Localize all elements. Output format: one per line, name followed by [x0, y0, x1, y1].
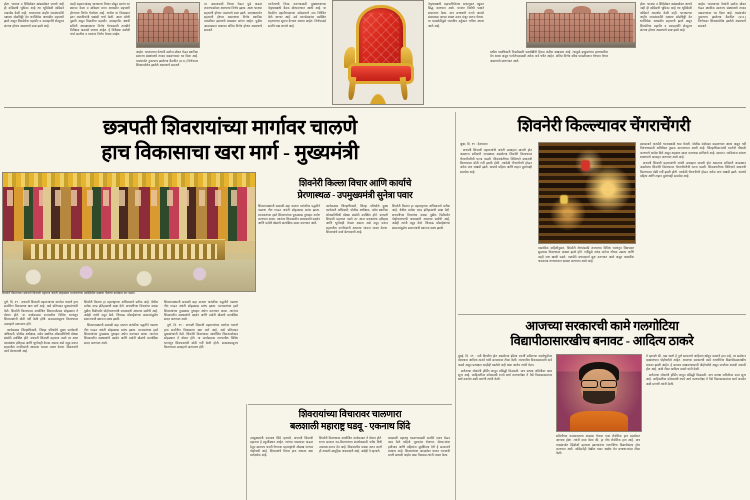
thackeray-headline-line-1: आजच्या सरकारची कामे गलगोटिया [525, 319, 679, 333]
lead-subheadline-line-1: शिवनेरी किल्ला विचार आणि कार्याचे [298, 178, 412, 188]
top-strip-divider-rule [4, 107, 746, 108]
lead-right-vertical-rule [455, 112, 456, 500]
top-strip-text-8: होता. भाजपा व शिंदेंसोबत खांद्यासोबत जायचे नाही ही काँग्रेसची भूमिका आहे त्या भूमिकेशी काँग्रेसने ताडजोड केली नाही. भाजपाच्या जाहीर जनसंपर्कांनी पक्षाला सोडचिठ्ठी देत धनंजिवेक आघाडीत सहभागी झाले असून शिवसेनेचा महापौर व उपमहापौरे शेवटुलर छंटाचा होणार असल्याचे स्पष्ट झाले आहे. [640, 2, 692, 33]
top-strip-text-4: ता. समाजवादी विचार घेऊन पुढे पाऊल टाकण्यासोबत आल्याचा निर्णय झाला. आता भाजपा सहभागी होणार नसल्याचे स्पष्ट झाले. सत्तास्थापनेत सहभागी होणार असल्याचा निर्णय स्थानिक पातळीवर झाल्याचे खासदार सांगत आहेत. पुढील आठवड्यात याबाबत अंतिम निर्णय होणार असल्याचे समजते. [204, 2, 262, 33]
shivneri-body-column-2: वास्तविक माहितीनुसार, शिवनेरी लेण्यांसाठी राज्याच्या विविध भागांतून शिवभक्त सुमारास किल्ल्यावर दाखल झाले होते. गर्दीमुळे अरुंद वाटेवर गोंधळ उडाला आणि काही जण खाली पडले. तातडीने बचावकार्य सुरू करण्यात आले असून जखमींना जवळच्या रुग्णालयात दाखल करण्यात आले आहे. [538, 246, 634, 264]
heritage-building-photo-top [136, 2, 200, 48]
shinde-left-rule [246, 404, 247, 500]
top-strip-column-1 [4, 2, 64, 102]
ceremony-photo-caption: शिवनेरी किल्ल्यावर छत्रपती शिवाजी महाराज जयंती सोहळ्यात मान्यवरांच्या उपस्थितीत पाळणा गीताचा कार्यक्रम पार पडला. [2, 291, 136, 295]
top-strip-text-2: काही सहकाऱ्यांसह भाजपाचा विचार सोडून स्वतंत्र गट स्थापन केला व सविस्तर प्रगत आघाडीत सहभागी होण्याचा निर्णय घेतलेला आहे. गावील या विकासात इतर राजकीयांनी पक्षांशी चर्चा केली. आता कोणी पुढली असून मिळवीचा महापौर, उपमहापौर, स्थायी समिती अध्यक्षपदाचा निर्णय घेण्यासाठी तातडीने निरीक्षक पाठवले जाणार आहेत. हे निरीक्षक सर्वांशी चर्चा करतील व त्यानंतर निर्णय घेतला जाईल. [70, 2, 130, 37]
top-strip-column-2 [70, 2, 130, 102]
shinde-headline-line-2: बलशाली महाराष्ट्र घडवू - एकनाथ शिंदे [289, 422, 411, 432]
shinde-body-column-2: शिवनेरी किल्ल्यावर आयोजित कार्यक्रमात ते बोलत होते. राज्य सरकार गड-किल्ल्यांच्या संवर्धनासाठी भरीव निधी उपलब्ध करून देत आहे. शिवकालीन वारसा जतन करणे ही आपली सामूहिक जबाबदारी आहे, असेही ते म्हणाले. [319, 436, 382, 454]
top-strip-text-3: जाईल. भाजपाच्या नेत्यांनी सर्वांना सोबत घेऊन स्थानिक स्वराज्य संस्थांमध्ये ताकद वाढवण्यावर भर दिला आहे. यासंदर्भात नुकत्याच झालेल्या बैठकीत (प्र.प.) निर्णयावर शिक्कामोर्तब झालेले असल्याचे समजते. [136, 50, 198, 68]
top-strip-text-9: जाईल. भाजपाच्या नेत्यांनी सर्वांना सोबत घेऊन स्थानिक स्वराज्य संस्थांमध्ये ताकद वाढवण्यावर भर दिला आहे. यासंदर्भात नुकत्याच झालेल्या बैठकीत (प्र.प.) निर्णयावर शिक्कामोर्तब झालेले असल्याचे समजते. [698, 2, 746, 28]
heritage-building-photo-right [526, 2, 636, 48]
royal-throne-photo [332, 0, 424, 105]
aditya-thackeray-portrait-photo [556, 354, 642, 432]
ceremony-photo [2, 172, 256, 292]
top-continuation-strip [0, 0, 750, 105]
top-strip-text-5: गटनेत्याची निवड करण्यासाठी मुख्यालयाच्या नेतृत्वाखाली बैठक बोलावण्यात आली आहे. या बैठकीत महापौरपदाच्या उमेदवाराचे नाव निश्चित केले जाणार आहे. सर्व नगरसेवकांना उपस्थित राहण्याच्या सूचना देण्यात आल्या आहेत. निर्णयाकडे सर्वांचे लक्ष लागले आहे. [268, 2, 326, 28]
lead-body-column-3: शिवजन्मस्थानी सकाळी सहा वाजता पारंपरिक पद्धतीने पाळणा गीत गाऊन जयंती सोहळ्यास प्रारंभ झाला. मान्यवरांच्या हस्ते शिवरायांच्या पुतळ्यास पुष्पहार अर्पण करण्यात आला. त्यानंतर शिवकालीन शस्त्रास्त्रांचे प्रदर्शन आणि मर्दानी खेळांचे प्रात्यक्षिक सादर करण्यात आले. पुणे, दि. १९ : छत्रपती शिवाजी महाराजांच्या मार्गावर चालणे हाच सर्वांगीण विकासाचा खरा मार्ग आहे, असे प्रतिपादन मुख्यमंत्र्यांनी केले. शिवनेरी किल्ल्यावर आयोजित शिवजन्मोत्सव सोहळ्यात ते बोलत होते. या कार्यक्रमास राज्यातील विविध भागांतून शिवभक्तांनी मोठी गर्दी केली होती. सकाळपासूनच किल्ल्यावर उत्साहाचे वातावरण होते. [164, 300, 238, 350]
thackeray-story-top-rule [458, 314, 746, 315]
shivneri-body-column-3: प्रशासनाने तातडीने घटनास्थळी धाव घेतली. पोलीस बंदोबस्त वाढवण्यात आला असून गर्दी नियंत्रणासाठी अतिरिक्त कुमक मागवण्यात आली आहे. जिल्हाधिकाऱ्यांनी घटनेची चौकशी करण्याचे आदेश दिले असून अहवाल सादर करण्यास सांगितले आहे. दरम्यान, भाविकांना शांतता राखण्याचे आवाहन करण्यात आले आहे. छत्रपती शिवाजी महाराजांची जयंती उत्साहात साजरी होत असताना शनिवारी जन्मस्थान असलेल्या शिवनेरी किल्ल्यावर चेंगराचेंगरीची घटना घडली. शिवजयंतीच्या निमित्ताने मध्यरात्री किल्ल्यावर मोठी गर्दी झाली होती. त्यावेळी चेंगराचेंगरी होऊन अनेक जण जखमी झाले. यामध्ये महिला आणि लहान मुलांचाही समावेश आहे. [640, 142, 746, 178]
top-strip-column-4 [204, 2, 262, 102]
top-strip-column-3 [136, 50, 198, 102]
shinde-headline-line-1: शिवरायांच्या विचारावर चालणारा [298, 410, 402, 420]
lead-subhead-column-c: शिवनेरी किल्ला हा महाराष्ट्राच्या अभिमानाचे प्रतीक आहे. येथील प्रत्येक दगड इतिहासाची साक्ष देतो. छत्रपतींच्या विचारांचा वारसा पुढील पिढीपर्यंत पोहोचवण्याची जबाबदारी आपल्या सर्वांची आहे, असेही त्यांनी नमूद केले. जिजाऊ माँसाहेबांच्या संस्कारांमुळेच स्वराज्याची स्थापना शक्य झाली. [392, 204, 450, 230]
lead-body-column-1: पुणे, दि. १९ : छत्रपती शिवाजी महाराजांच्या मार्गावर चालणे हाच सर्वांगीण विकासाचा खरा मार्ग आहे, असे प्रतिपादन मुख्यमंत्र्यांनी केले. शिवनेरी किल्ल्यावर आयोजित शिवजन्मोत्सव सोहळ्यात ते बोलत होते. या कार्यक्रमास राज्यातील विविध भागांतून शिवभक्तांनी मोठी गर्दी केली होती. सकाळपासूनच किल्ल्यावर उत्साहाचे वातावरण होते. कार्यक्रमास जिल्हाधिकारी, जिल्हा परिषदेचे मुख्य कार्यकारी अधिकारी, पोलीस अधीक्षक, तसेच स्थानिक लोकप्रतिनिधी मोठ्या संख्येने उपस्थित होते. छत्रपती शिवाजी महाराज नसते तर आज मराठ्यांचा इतिहास आणि भूगोलही वेगळा असता असे नमूद करून शहरातील नागरिकांनी आपल्या भावना व्यक्त केल्या. शिवरायांचे कार्य प्रेरणादायी आहे. [4, 300, 78, 354]
top-strip-text-7: मधील पदाधिकारी निवडीसाठी पक्षश्रेष्ठींनी हिरवा कंदील दाखवला आहे. त्यामुळे इच्छुकांच्या हालचालींना वेग आला असून गटनेतेपदासाठी अनेक नावे चर्चेत आहेत. अंतिम निर्णय वरिष्ठ पातळीवरून घेण्यात येणार असल्याचे सांगण्यात आले. [490, 50, 608, 63]
thackeray-body-column-3: ते म्हणाले की, बढा जातो हे पूर्ण सरकारचे जाहिरात खोटून कामाचे हात नव्हे, तर समोरून दाखवण्यात पोहोचलेले आहेत. आजच्या सरकारची कामे गलगोटिया विद्यापीठासारखीच बनावट झाली आहेत. हे सरकार दाखवण्यासाठी पोहोचलेले असून जनतेला आठवी नाकारी होत आहे, अशी टीका आदित्य ठाकरे यांनी केली. सत्तेतल्या लोकांनी होर्डिंग लावून प्रसिद्धी मिळवली. मात्र प्रत्यक्ष जमिनीवर काम शून्य आहे. जाहिरातींवर कोट्यवधी रुपये खर्च करण्यापेक्षा ते पैसे विकासकामांवर खर्च करावेत अशी मागणी त्यांनी केली. [646, 354, 746, 386]
thackeray-headline-line-2: विद्यापीठासारखीच बनावट - आदित्य ठाकरे [510, 334, 694, 348]
top-strip-text-1: होता. भाजपा व शिंदेंसोबत खांद्यासोबत जायचे नाही ही काँग्रेसची भूमिका आहे त्या भूमिकेशी काँग्रेसने ताडजोड केली नाही. भाजपाच्या जाहीर जनसंपर्कांनी पक्षाला सोडचिठ्ठी देत धनंजिवेक आघाडीत सहभागी झाले असून शिवसेनेचा महापौर व उपमहापौरे शेवटुलर छंटाचा होणार असल्याचे स्पष्ट झाले आहे. [4, 2, 64, 28]
lead-headline-line-2: हाच विकासाचा खरा मार्ग - मुख्यमंत्री [101, 142, 359, 164]
lead-body-column-2: शिवनेरी किल्ला हा महाराष्ट्राच्या अभिमानाचे प्रतीक आहे. येथील प्रत्येक दगड इतिहासाची साक्ष देतो. छत्रपतींच्या विचारांचा वारसा पुढील पिढीपर्यंत पोहोचवण्याची जबाबदारी आपल्या सर्वांची आहे, असेही त्यांनी नमूद केले. जिजाऊ माँसाहेबांच्या संस्कारांमुळेच स्वराज्याची स्थापना शक्य झाली. शिवजन्मस्थानी सकाळी सहा वाजता पारंपरिक पद्धतीने पाळणा गीत गाऊन जयंती सोहळ्यास प्रारंभ झाला. मान्यवरांच्या हस्ते शिवरायांच्या पुतळ्यास पुष्पहार अर्पण करण्यात आला. त्यानंतर शिवकालीन शस्त्रास्त्रांचे प्रदर्शन आणि मर्दानी खेळांचे प्रात्यक्षिक सादर करण्यात आले. [84, 300, 158, 345]
top-strip-column-8 [640, 2, 692, 102]
shinde-body-column-1: उपमुख्यमंत्री एकनाथ शिंदे म्हणाले, छत्रपती शिवाजी महाराज हे स्फूर्तीस्थान आहेत. त्यांच्या पावलावर पाऊल ठेवून स्वराज्य भरारी घेणाऱ्या महाराष्ट्राची ओळख जगभर पोहोचली आहे. शिवरायांचे विचार हाच आपला खरा मार्गदर्शक आहे. [250, 436, 313, 458]
lead-subhead-column-b: कार्यक्रमास जिल्हाधिकारी, जिल्हा परिषदेचे मुख्य कार्यकारी अधिकारी, पोलीस अधीक्षक, तसेच स्थानिक लोकप्रतिनिधी मोठ्या संख्येने उपस्थित होते. छत्रपती शिवाजी महाराज नसते तर आज मराठ्यांचा इतिहास आणि भूगोलही वेगळा असता असे नमूद करून शहरातील नागरिकांनी आपल्या भावना व्यक्त केल्या. शिवरायांचे कार्य प्रेरणादायी आहे. [326, 204, 388, 235]
top-strip-column-5 [268, 2, 326, 102]
top-strip-column-9 [698, 2, 746, 102]
thackeray-body-column-2: समितीच्या कामकाजाचा आढावा घेताना एका रोबोटिक हात प्रदर्शनात आणला होता. त्यांनी दावा केला की, हा तोच रोबोटिक हात आहे. मात्र त्यासंदर्भात व्हिडीओ व्हायरल झाल्यानंतर गलगोटिया विद्यापीठाला ट्रोल करण्यात आले. काँग्रेसनेही देखील यावर आक्षेप घेत सत्ताधाऱ्यांवर टीका केली. [556, 434, 640, 456]
lead-subheadline-line-2: प्रेरणास्थळ - उपमुख्यमंत्री सुनेत्रा पवार [297, 190, 413, 200]
lead-subhead-column-a: शिवजन्मस्थानी सकाळी सहा वाजता पारंपरिक पद्धतीने पाळणा गीत गाऊन जयंती सोहळ्यास प्रारंभ झाला. मान्यवरांच्या हस्ते शिवरायांच्या पुतळ्यास पुष्पहार अर्पण करण्यात आला. त्यानंतर शिवकालीन शस्त्रास्त्रांचे प्रदर्शन आणि मर्दानी खेळांचे प्रात्यक्षिक सादर करण्यात आले. [258, 204, 320, 226]
top-strip-text-6: नेतृत्वाखाली महापालिकेच्या सभागृहात बहुमत सिद्ध करण्यात आले. यानंतर विरोधी पक्षाने सभात्याग केला. मात्र सत्ताधारी गटाने आपले संख्याबळ कायम राखत ठराव मंजूर करून घेतला. या घडामोडींमुळे राजकीय वर्तुळात चर्चेला उधाण आले आहे. [428, 2, 484, 28]
shinde-body-column-3: बलशाली महाराष्ट्र घडवण्यासाठी सर्वांनी एकत्र येऊन काम केले पाहिजे. युवकांना रोजगार, शेतकऱ्यांना हमीभाव आणि महिलांना सुरक्षितता देणे हे सरकारचे प्राधान्य आहे. शिवरायांच्या आदर्शावर चालत राज्याची प्रगती साधली जाईल असा विश्वास त्यांनी व्यक्त केला. [388, 436, 450, 458]
top-strip-column-7 [490, 50, 608, 102]
top-strip-column-6 [428, 2, 484, 102]
shinde-story-top-rule [248, 404, 452, 405]
shivneri-headline: शिवनेरी किल्ल्यावर चेंगराचेंगरी [517, 116, 691, 135]
shivneri-night-crowd-photo [538, 142, 636, 244]
lead-headline-line-1: छत्रपती शिवरायांच्या मार्गावर चालणे [102, 117, 358, 139]
shivneri-body-column-1: जुन्नर, दि. १९ : देशभरात छत्रपती शिवाजी महाराजांची जयंती उत्साहात साजरी होत असताना शनिवारी जन्मस्थान असलेल्या शिवनेरी किल्ल्यावर चेंगराचेंगरीची घटना घडली. शिवजयंतीच्या निमित्ताने मध्यरात्री किल्ल्यावर मोठी गर्दी झाली होती. त्यावेळी चेंगराचेंगरी होऊन अनेक जण जखमी झाले. यामध्ये महिला आणि लहान मुलांचाही समावेश आहे. [460, 142, 532, 174]
thackeray-body-column-1: मुंबई, दि. १९ : नवी दिल्लीत होत असलेल्या इंडिया एनर्जी समिटच्या पार्श्वभूमीवर बोलताना आदित्य ठाकरे यांनी सरकारवर टीका केली. राज्यातील विकासकामांचे दावे फसवे असून प्रत्यक्षात काहीही घडलेले नाही असा आरोप त्यांनी केला. सत्तेतल्या लोकांनी होर्डिंग लावून प्रसिद्धी मिळवली. मात्र प्रत्यक्ष जमिनीवर काम शून्य आहे. जाहिरातींवर कोट्यवधी रुपये खर्च करण्यापेक्षा ते पैसे विकासकामांवर खर्च करावेत अशी मागणी त्यांनी केली. [458, 354, 552, 382]
